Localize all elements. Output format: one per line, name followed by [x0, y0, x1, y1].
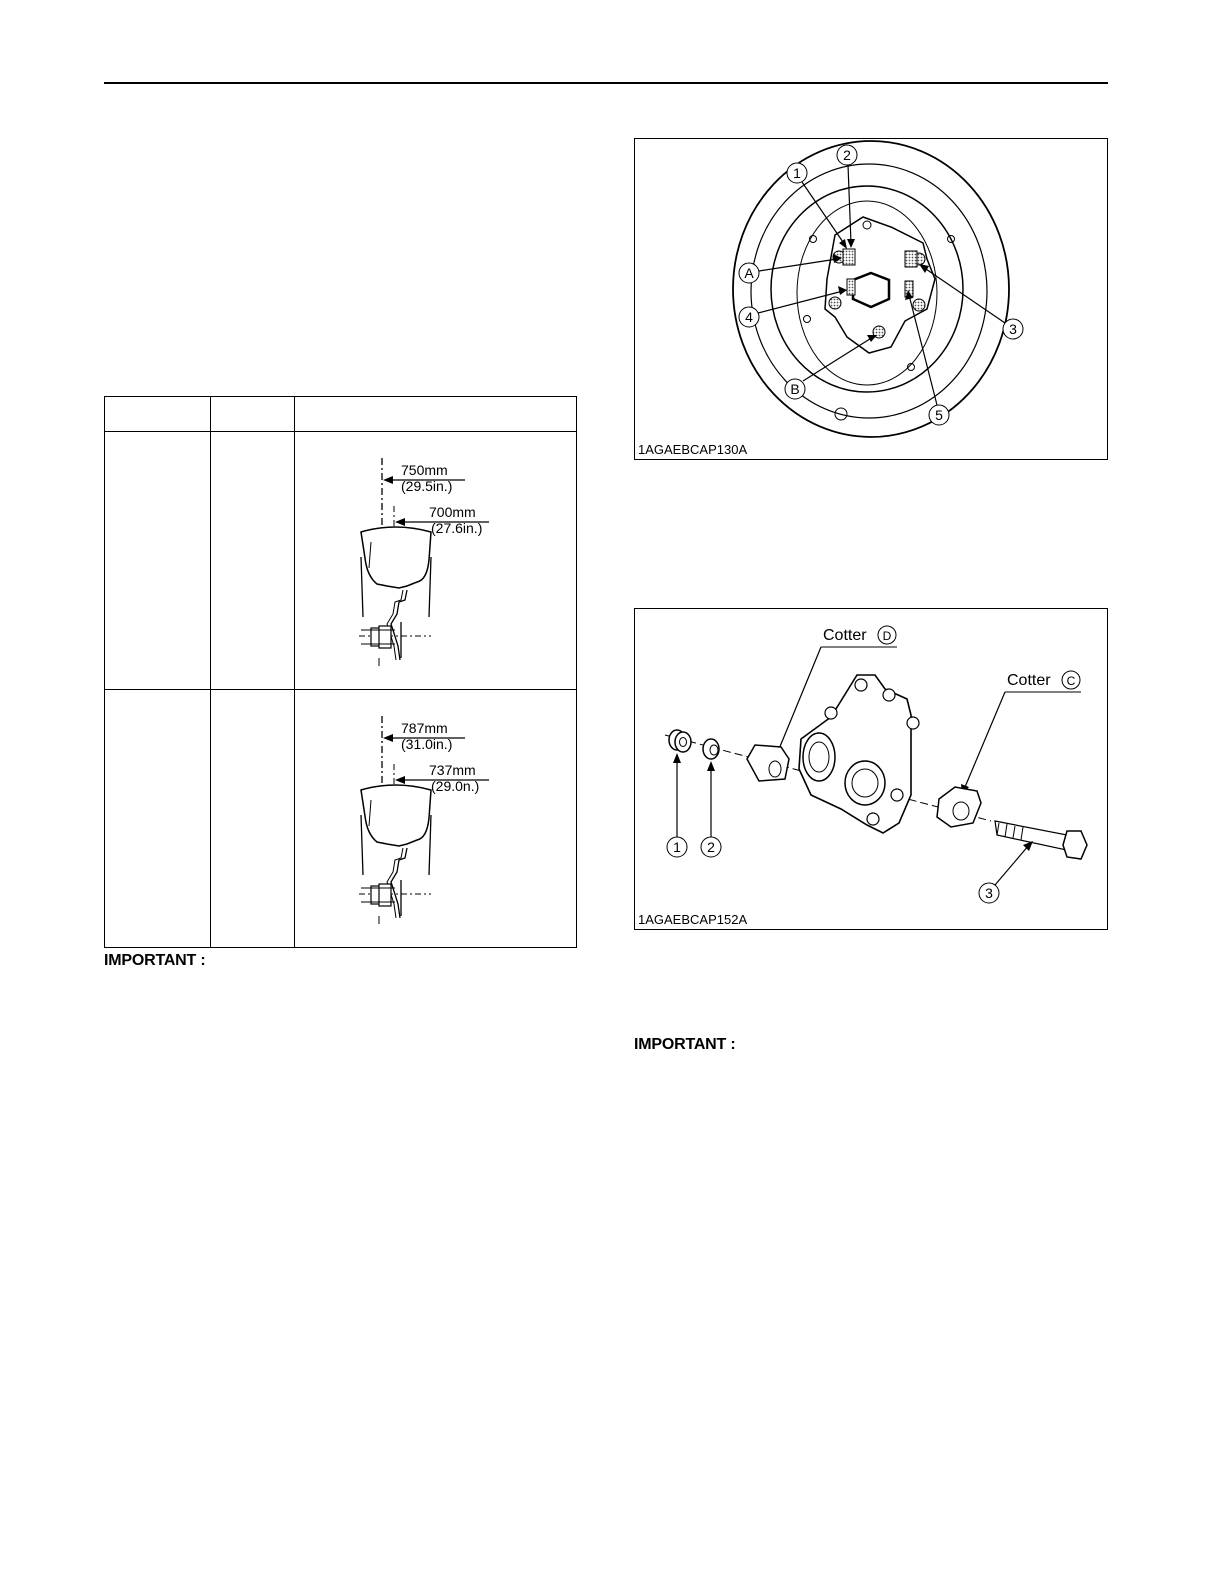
important-heading-left: IMPORTANT : [104, 952, 206, 969]
dim-inner-mm: 700mm [429, 504, 476, 520]
wheel-diagram [635, 139, 1107, 459]
tread-figure-cell [295, 690, 577, 948]
table-header-cell [295, 397, 577, 432]
table-cell [105, 432, 211, 690]
hub-figure [634, 608, 1108, 930]
dim-outer-mm: 750mm [401, 462, 448, 478]
table-header-cell [105, 397, 211, 432]
cotter-d-letter: D [882, 629, 892, 643]
table-cell [105, 690, 211, 948]
callout-4: 4 [745, 309, 753, 325]
table-row [105, 432, 577, 690]
callout-5: 5 [935, 407, 943, 423]
dim-inner-in: (27.6in.) [431, 520, 483, 536]
callout-a: A [744, 265, 754, 281]
callout-2: 2 [707, 839, 715, 855]
callout-2: 2 [843, 147, 851, 163]
table-header-row [105, 397, 577, 432]
header-rule [104, 82, 1108, 84]
callout-1: 1 [673, 839, 681, 855]
cotter-d-label: Cotter [823, 627, 867, 644]
tread-width-table [104, 396, 577, 948]
table-row [105, 690, 577, 948]
cotter-c-label: Cotter [1007, 672, 1051, 689]
figure-id-wheel: 1AGAEBCAP130A [638, 442, 748, 457]
dim-outer-in: (31.0in.) [401, 736, 453, 752]
wheel-figure [634, 138, 1108, 460]
important-heading-right: IMPORTANT : [634, 1036, 736, 1053]
callout-3: 3 [985, 885, 993, 901]
hub-diagram [635, 609, 1107, 929]
dim-outer-in: (29.5in.) [401, 478, 453, 494]
table-header-cell [211, 397, 295, 432]
figure-id-hub: 1AGAEBCAP152A [638, 912, 748, 927]
callout-1: 1 [793, 165, 801, 181]
tread-figure-cell [295, 432, 577, 690]
table-cell [211, 690, 295, 948]
table-cell [211, 432, 295, 690]
dim-inner-mm: 737mm [429, 762, 476, 778]
cotter-c-letter: C [1066, 674, 1076, 688]
tread-diagram-787 [295, 690, 577, 942]
callout-b: B [790, 381, 800, 397]
dim-inner-in: (29.0n.) [431, 778, 480, 794]
tread-diagram-750 [295, 432, 577, 684]
dim-outer-mm: 787mm [401, 720, 448, 736]
callout-3: 3 [1009, 321, 1017, 337]
